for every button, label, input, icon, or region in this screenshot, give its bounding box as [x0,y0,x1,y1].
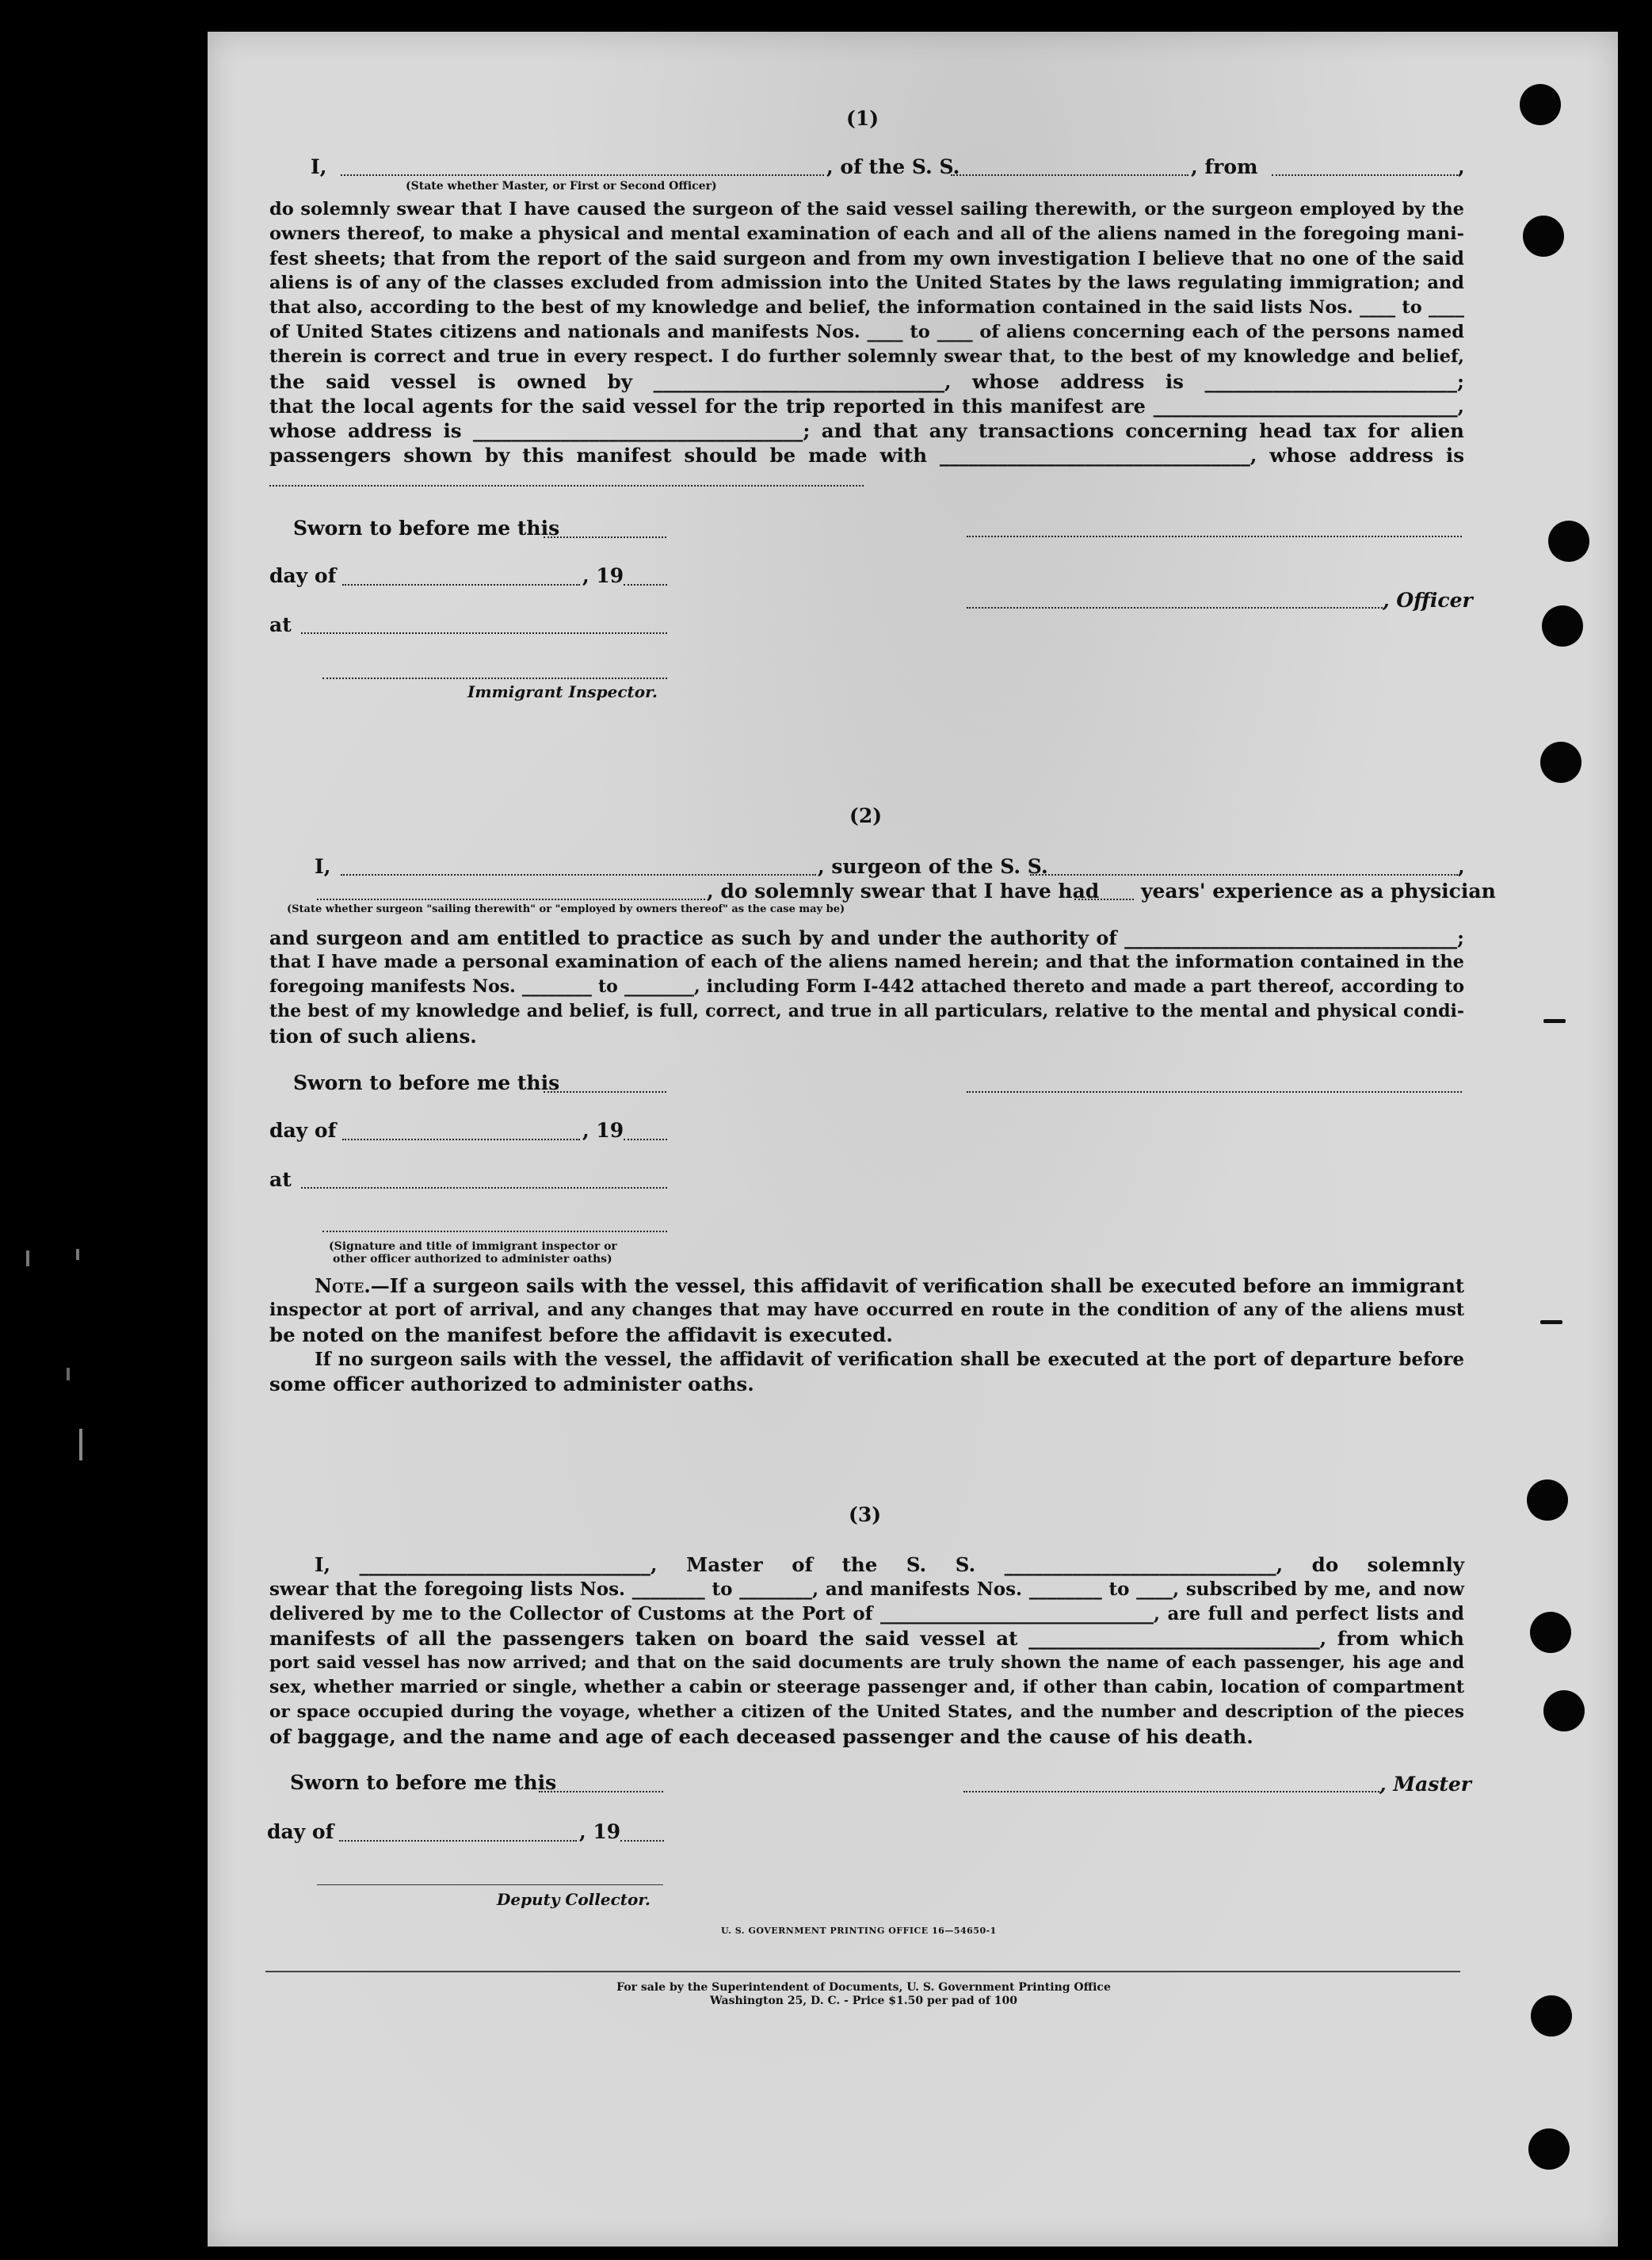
day-of-label-1: day of [269,564,337,587]
body-line: manifests of all the passengers taken on board the said vessel at ______________________________, from which [269,1627,1464,1650]
from-port-field[interactable] [1272,174,1458,176]
day-of-label-3: day of [267,1820,334,1843]
inspector-signature-line[interactable] [322,678,667,679]
section-3-body [269,1552,1464,1749]
body-line: fest sheets; that from the report of the said surgeon and from my own investigation I believe that no one of the said [269,248,1464,269]
edge-mark [1543,1019,1566,1023]
sig-caption-1: (Signature and title of immigrant inspector or [329,1240,617,1253]
from-label: , from [1191,155,1258,178]
body-line: of United States citizens and nationals and manifests Nos. ____ to ____ of aliens concerning each of the persons named [269,322,1464,342]
section-2-body [269,926,1464,1048]
officer-rank-field[interactable] [341,174,824,176]
body-line: sex, whether married or single, whether a cabin or steerage passenger and, if other than cabin, location of compartment [269,1677,1464,1697]
surgeon-vessel-field[interactable] [1030,874,1458,876]
gpo-imprint: U. S. GOVERNMENT PRINTING OFFICE 16—54650-1 [721,1926,997,1936]
body-line: aliens is of any of the classes excluded from admission into the United States by the laws regulating immigration; and [269,273,1464,293]
sworn-date-field-3[interactable] [539,1791,663,1792]
note-label: Note. [315,1274,371,1297]
deputy-caption: Deputy Collector. [497,1890,651,1909]
punch-hole [1542,605,1583,647]
film-speck [76,1249,79,1260]
punch-hole [1528,2128,1570,2170]
years-label: years' experience as a physician [1141,880,1496,903]
note-line [269,1273,1464,1298]
year-field-3[interactable] [620,1840,664,1842]
sworn-date-field-1[interactable] [544,536,666,538]
comma: , [1458,855,1465,878]
master-signature-line[interactable] [963,1791,1379,1792]
film-speck [67,1368,70,1380]
body-line: delivered by me to the Collector of Customs at the Port of ______________________________, are full and perfect lists and [269,1603,1464,1624]
film-speck [79,1429,82,1460]
punch-hole [1520,84,1561,125]
body-line: passengers shown by this manifest should be made with ________________________________, whose address is [269,444,1464,467]
note-line: inspector at port of arrival, and any changes that may have occurred en route in the condition of any of the aliens must [269,1300,1464,1320]
body-line: therein is correct and true in every respect. I do further solemnly swear that, to the best of my knowledge and belief, [269,346,1464,367]
comma: , [1458,155,1465,178]
year-field-1[interactable] [624,584,667,586]
sale-line-1: For sale by the Superintendent of Documents, U. S. Government Printing Office [616,1981,1111,1994]
surgeon-name-field[interactable] [341,874,816,876]
body-line: port said vessel has now arrived; and that on the said documents are truly shown the name of each passenger, his age and [269,1653,1464,1673]
body-line: the best of my knowledge and belief, is full, correct, and true in all particulars, relative to the mental and physical condi- [269,1001,1464,1021]
body-line: do solemnly swear that I have caused the surgeon of the said vessel sailing therewith, or the surgeon employed by the [269,199,1464,220]
month-field-1[interactable] [342,584,580,586]
body-line: that the local agents for the said vessel for the trip reported in this manifest are ________________________________, [269,395,1464,418]
note-text: —If a surgeon sails with the vessel, this affidavit of verification shall be executed before an immigrant [370,1274,1464,1297]
month-field-3[interactable] [339,1840,577,1842]
years-experience-field[interactable] [1074,899,1134,900]
punch-hole [1530,1612,1571,1653]
body-line: foregoing manifests Nos. ________ to ________, including Form I-442 attached thereto and made a part thereof, according to [269,976,1464,997]
sworn-label-2: Sworn to before me this [293,1071,560,1094]
section-2-caption: (State whether surgeon "sailing therewith" or "employed by owners thereof" as the case may be) [287,903,845,915]
punch-hole [1548,521,1589,562]
punch-hole [1527,1479,1568,1521]
section-2-note [269,1273,1464,1396]
body-line: tion of such aliens. [269,1025,477,1048]
film-speck [26,1250,29,1266]
punch-hole [1540,742,1581,783]
at-place-field-1[interactable] [301,632,667,634]
section-1-body [269,197,1464,468]
year-label-3: , 19 [579,1820,621,1843]
address-continuation-field[interactable] [269,485,864,487]
body-line: the said vessel is owned by ______________________________, whose address is __________________________; [269,370,1464,393]
body-line: swear that the foregoing lists Nos. ________ to ________, and manifests Nos. ________ to ____, subscribed by me, and now [269,1579,1464,1600]
vessel-name-field[interactable] [951,174,1188,176]
section-2-i: I, [315,855,331,878]
inspector-caption: Immigrant Inspector. [467,682,658,701]
sworn-label-1: Sworn to before me this [293,517,560,540]
sworn-date-field-2[interactable] [544,1091,666,1093]
edge-mark [1540,1320,1562,1324]
note-line: be noted on the manifest before the affidavit is executed. [269,1323,893,1346]
solemnly-swear-label: , do solemnly swear that I have had [707,880,1100,903]
surgeon-signature-line[interactable] [967,1091,1462,1093]
section-2-number: (2) [849,804,883,827]
body-line: whose address is __________________________________; and that any transactions concerning head tax for alien [269,419,1464,442]
section-3-number: (3) [849,1503,882,1526]
body-line: and surgeon and am entitled to practice as such by and under the authority of ___________________________________; [269,926,1464,949]
section-1-caption: (State whether Master, or First or Second Officer) [406,180,717,193]
body-line: that I have made a personal examination of each of the aliens named herein; and that the information contained in the [269,952,1464,972]
year-field-2[interactable] [624,1139,667,1140]
inspector-signature-line-2[interactable] [322,1231,667,1232]
punch-hole [1531,1995,1572,2037]
section-1-number: (1) [846,107,879,130]
body-line: that also, according to the best of my knowledge and belief, the information contained in the said lists Nos. ____ to ____ [269,297,1464,318]
punch-hole [1543,1690,1585,1731]
note-line: If no surgeon sails with the vessel, the affidavit of verification shall be executed at the port of departure before [315,1349,1464,1370]
surgeon-ss-label: , surgeon of the S. S. [818,855,1048,878]
officer-signature-line[interactable] [967,607,1383,609]
officer-label: , Officer [1383,589,1473,612]
note-line: some officer authorized to administer oaths. [269,1372,754,1395]
surgeon-type-field[interactable] [317,899,705,900]
sale-line-2: Washington 25, D. C. - Price $1.50 per pad of 100 [710,1995,1017,2007]
sig-caption-2: other officer authorized to administer oaths) [333,1253,612,1266]
body-line: owners thereof, to make a physical and mental examination of each and all of the aliens named in the foregoing mani- [269,223,1464,244]
master-label: , Master [1379,1773,1471,1796]
body-line: of baggage, and the name and age of each deceased passenger and the cause of his death. [269,1725,1253,1748]
day-of-label-2: day of [269,1119,337,1142]
section-1-line1: I, [311,155,327,178]
punch-hole [1523,216,1564,257]
ss-label: , of the S. S. [826,155,960,178]
month-field-2[interactable] [342,1139,580,1140]
footer-rule [265,1971,1460,1972]
year-label-2: , 19 [582,1119,624,1142]
at-label-1: at [269,613,292,636]
at-place-field-2[interactable] [301,1187,667,1189]
body-line: I, ______________________________, Master of the S. S. ____________________________, do solemnly [315,1553,1464,1576]
at-label-2: at [269,1168,292,1191]
year-label-1: , 19 [582,564,624,587]
deputy-signature-line[interactable] [317,1884,663,1885]
officer-signature-line-top[interactable] [967,536,1462,537]
body-line: or space occupied during the voyage, whether a citizen of the United States, and the number and description of the pieces [269,1702,1464,1722]
sworn-label-3: Sworn to before me this [290,1771,557,1794]
